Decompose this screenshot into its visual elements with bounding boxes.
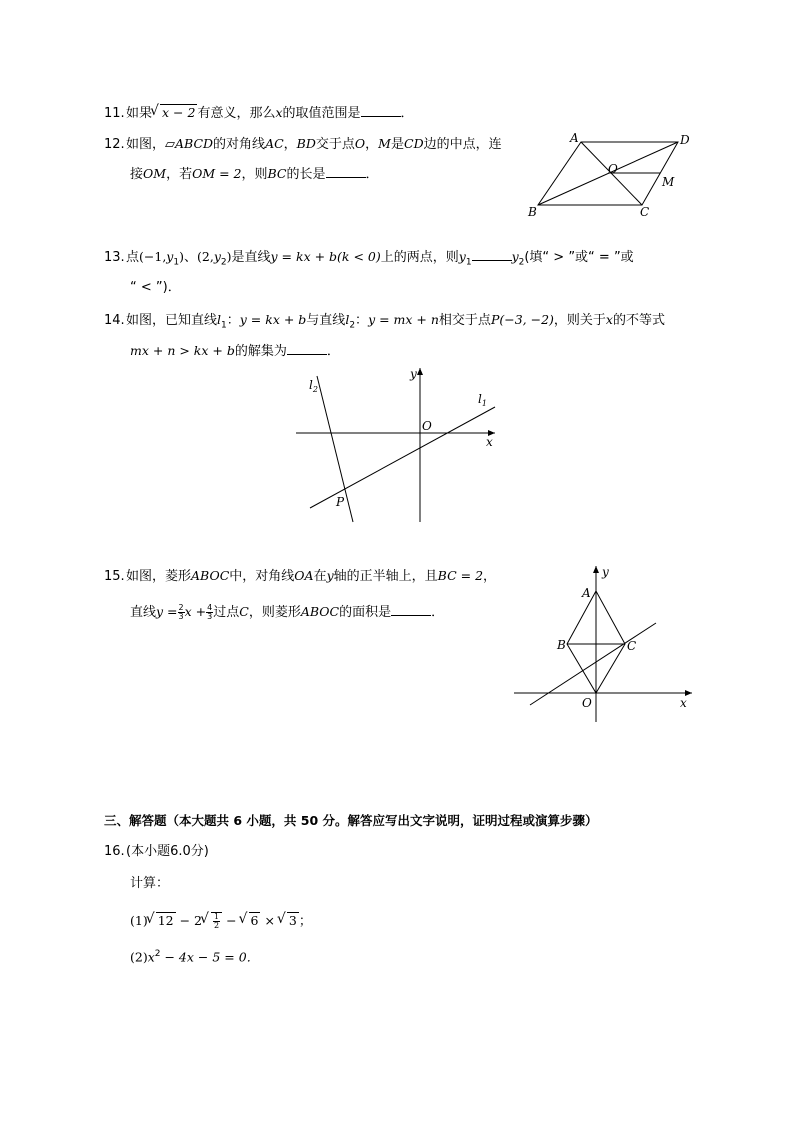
question-number: 12.: [104, 137, 125, 152]
sqrt-12: √ 12: [148, 912, 176, 930]
question-13-line-2: “ < ”)．: [130, 280, 181, 295]
question-12-line-2: 接OM，若OM = 2，则BC的长是 ．: [130, 166, 379, 182]
answer-blank: [472, 249, 512, 261]
label-l2: $l_2$: [309, 378, 318, 394]
question-15-line-1: 15.如图，菱形ABOC中，对角线OA在y轴的正半轴上，且BC = 2，: [104, 568, 497, 584]
question-16-header: 16.(本小题6.0分): [104, 844, 209, 859]
question-14-line-1: 14.如图，已知直线$l_1$：y = kx + b与直线$l_2$：y = mx + n相交于点P(−3, −2)，则关于x的不等式: [104, 312, 665, 331]
label-o: O: [582, 696, 592, 710]
label-p: P: [336, 495, 345, 509]
sqrt-half: √ $\frac{1}{2}$: [202, 912, 222, 930]
fraction: $\frac{4}{3}$: [207, 603, 213, 621]
sqrt-3: √ 3: [279, 912, 299, 930]
answer-blank: [287, 343, 327, 355]
line-l1: [310, 407, 495, 508]
label-x: x: [486, 435, 493, 449]
rhombus-figure: [510, 562, 700, 727]
question-16-part-2: $(2)x^2 - 4x - 5 = 0$．: [130, 949, 260, 965]
label-d: D: [680, 133, 690, 147]
label-o: O: [608, 162, 618, 176]
question-16-calc-label: 计算：: [130, 876, 170, 891]
question-12-line-1: 12.如图，▱ABCD的对角线AC，BD交于点O，M是CD边的中点，连: [104, 136, 502, 152]
parallelogram-figure: [520, 128, 700, 223]
label-m: M: [662, 175, 675, 189]
label-y: y: [602, 565, 609, 579]
lines-intersection-figure: [290, 362, 510, 527]
label-b: B: [528, 205, 537, 219]
question-number: 15.: [104, 569, 125, 584]
label-x: x: [680, 696, 687, 710]
answer-blank: [361, 105, 401, 117]
question-number: 13.: [104, 250, 125, 265]
label-y: y: [410, 367, 417, 381]
label-a: A: [570, 131, 579, 145]
answer-blank: [326, 166, 366, 178]
sqrt-expression: √ x − 2: [152, 104, 197, 122]
label-c: C: [627, 639, 637, 653]
sqrt-6: √ 6: [241, 912, 261, 930]
question-14-line-2: mx + n > kx + b的解集为 ．: [130, 343, 340, 359]
question-15-line-2: 直线y = $\frac{2}{3}$ x + $\frac{4}{3}$ 过点C，则菱形ABOC的面积是 ．: [130, 603, 445, 621]
line-l2: [317, 376, 353, 522]
answer-blank: [391, 604, 431, 616]
label-l1: $l_1$: [478, 392, 487, 408]
question-number: 16.: [104, 844, 125, 859]
question-16-part-1: (1)√ 12 − 2 √ $\frac{1}{2}$ − √ 6 × √ 3 ；: [130, 912, 312, 931]
question-number: 14.: [104, 313, 125, 328]
question-number: 11.: [104, 106, 125, 121]
question-13-line-1: 13.点$(-1,y_1)$、$(2,y_2)$是直线y = kx + b(k < 0)上的两点，则$y_1$ $y_2$(填“ > ”或“ = ”或: [104, 249, 634, 268]
question-11: 11.如果√ x − 2 有意义，那么x的取值范围是 ．: [104, 104, 414, 123]
fraction: $\frac{2}{3}$: [178, 603, 184, 621]
label-b: B: [557, 638, 566, 652]
label-c: C: [640, 205, 650, 219]
label-o: O: [422, 419, 432, 433]
label-a: A: [582, 586, 591, 600]
section-heading: 三、解答题（本大题共 6 小题，共 50 分。解答应写出文字说明，证明过程或演算步骤）: [104, 813, 598, 828]
